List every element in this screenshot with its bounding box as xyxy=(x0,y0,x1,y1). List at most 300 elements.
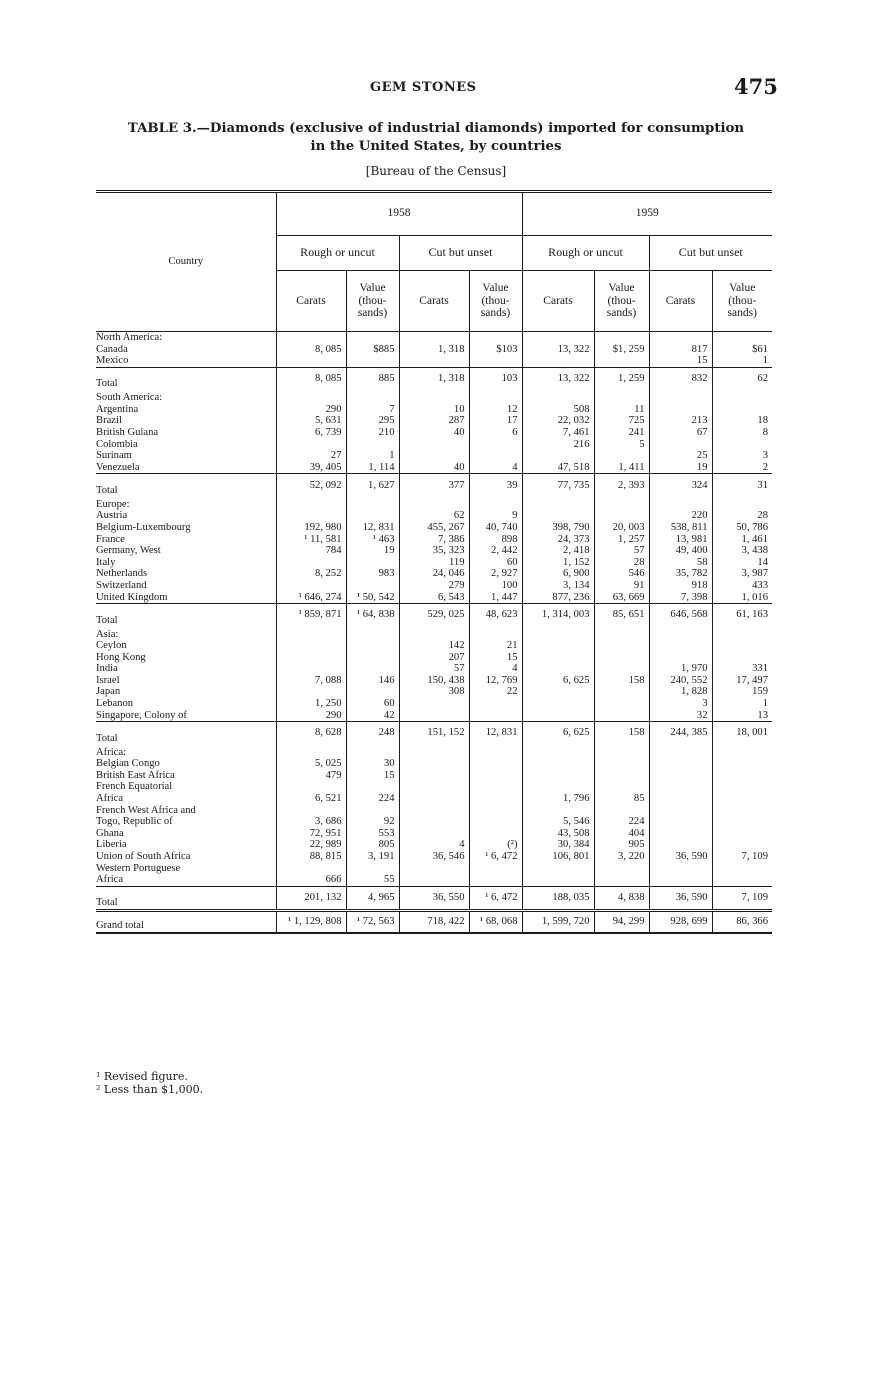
value-cell xyxy=(712,816,772,828)
value-cell: 404 xyxy=(594,828,649,840)
value-cell: 224 xyxy=(346,793,399,805)
value-cell xyxy=(594,744,649,758)
col-header-carats: Carats xyxy=(399,271,469,332)
carats-cell xyxy=(522,770,594,782)
carats-cell xyxy=(399,450,469,462)
carats-cell: 290 xyxy=(276,710,346,722)
country-label: Germany, West xyxy=(96,545,161,557)
value-cell: 241 xyxy=(594,427,649,439)
carats-cell xyxy=(399,710,469,722)
value-cell xyxy=(469,355,522,367)
value-cell xyxy=(594,496,649,510)
carats-cell: 5, 546 xyxy=(522,816,594,828)
value-cell xyxy=(712,404,772,416)
carats-cell xyxy=(649,652,712,664)
carats-cell xyxy=(276,332,346,344)
carats-cell: 62 xyxy=(399,510,469,522)
country-label: Total xyxy=(96,886,276,910)
table-row xyxy=(96,580,772,592)
value-cell: $885 xyxy=(346,344,399,356)
carats-cell xyxy=(649,390,712,404)
value-cell: 3 xyxy=(712,450,772,462)
carats-cell: 646, 568 xyxy=(649,604,712,627)
value-cell: 553 xyxy=(346,828,399,840)
carats-cell: 5, 631 xyxy=(276,415,346,427)
carats-cell: 287 xyxy=(399,415,469,427)
value-cell: 31 xyxy=(712,474,772,497)
value-cell xyxy=(469,758,522,770)
value-cell: 295 xyxy=(346,415,399,427)
table-row xyxy=(96,816,772,828)
value-cell xyxy=(594,698,649,710)
table-row xyxy=(96,545,772,557)
carats-cell: 3 xyxy=(649,698,712,710)
carats-cell: 32 xyxy=(649,710,712,722)
value-cell xyxy=(712,770,772,782)
carats-cell: 52, 092 xyxy=(276,474,346,497)
carats-cell: 8, 085 xyxy=(276,367,346,390)
value-cell: 210 xyxy=(346,427,399,439)
value-cell: 3, 220 xyxy=(594,851,649,863)
carats-cell: 13, 322 xyxy=(522,367,594,390)
value-cell: 8 xyxy=(712,427,772,439)
footnote-1: ¹ Revised figure. xyxy=(96,1070,188,1083)
value-cell xyxy=(712,805,772,817)
table-row xyxy=(96,568,772,580)
subheader-cut-1959: Cut but unset xyxy=(649,236,772,271)
value-cell: 17, 497 xyxy=(712,675,772,687)
value-cell xyxy=(346,686,399,698)
value-cell: 224 xyxy=(594,816,649,828)
value-cell: 1 xyxy=(712,355,772,367)
country-label: British Guiana xyxy=(96,426,159,438)
table-row xyxy=(96,404,772,416)
carats-cell: 142 xyxy=(399,640,469,652)
value-cell: 158 xyxy=(594,675,649,687)
value-cell xyxy=(594,626,649,640)
table-title-line-1: TABLE 3.—Diamonds (exclusive of industrial diamonds) imported for consumption xyxy=(127,121,745,136)
carats-cell: 24, 046 xyxy=(399,568,469,580)
value-cell: 50, 786 xyxy=(712,522,772,534)
value-cell xyxy=(469,626,522,640)
country-label: France xyxy=(96,533,125,545)
table-row xyxy=(96,851,772,863)
country-label: Liberia xyxy=(96,839,127,851)
carats-cell xyxy=(649,863,712,875)
source-note: [Bureau of the Census] xyxy=(365,164,507,178)
table-title-line-2: in the United States, by countries xyxy=(310,139,562,154)
carats-cell: 2, 418 xyxy=(522,545,594,557)
value-cell xyxy=(594,781,649,793)
country-label: British East Africa xyxy=(96,769,175,781)
table-row xyxy=(96,793,772,805)
value-cell: 18 xyxy=(712,415,772,427)
carats-cell: 49, 400 xyxy=(649,545,712,557)
country-label: Argentina xyxy=(96,403,139,415)
total-row xyxy=(96,604,772,627)
value-cell: 61, 163 xyxy=(712,604,772,627)
carats-cell xyxy=(276,557,346,569)
region-row xyxy=(96,332,772,344)
col-header-value: Value (thou- sands) xyxy=(712,271,772,332)
table-row xyxy=(96,781,772,793)
carats-cell: 3, 134 xyxy=(522,580,594,592)
carats-cell: 207 xyxy=(399,652,469,664)
carats-cell xyxy=(522,652,594,664)
value-cell: 60 xyxy=(469,557,522,569)
value-cell: 433 xyxy=(712,580,772,592)
value-cell: 4 xyxy=(469,663,522,675)
table-row xyxy=(96,522,772,534)
country-label: Belgium-Luxembourg xyxy=(96,521,191,533)
country-label: Belgian Congo xyxy=(96,758,160,770)
table-row xyxy=(96,439,772,451)
carats-cell xyxy=(276,496,346,510)
carats-cell: 43, 508 xyxy=(522,828,594,840)
table-row xyxy=(96,839,772,851)
region-label: Africa: xyxy=(96,746,126,758)
value-cell: 1, 257 xyxy=(594,534,649,546)
carats-cell: 47, 518 xyxy=(522,462,594,474)
carats-cell: 13, 981 xyxy=(649,534,712,546)
region-row xyxy=(96,626,772,640)
country-label: Total xyxy=(96,474,276,497)
table-row xyxy=(96,770,772,782)
carats-cell: 6, 739 xyxy=(276,427,346,439)
carats-cell: ¹ 1, 129, 808 xyxy=(276,910,346,933)
value-cell xyxy=(469,450,522,462)
carats-cell: 538, 811 xyxy=(649,522,712,534)
value-cell: 15 xyxy=(346,770,399,782)
country-label: Canada xyxy=(96,343,128,355)
carats-cell xyxy=(399,626,469,640)
value-cell: 57 xyxy=(594,545,649,557)
value-cell: 100 xyxy=(469,580,522,592)
table-row xyxy=(96,557,772,569)
value-cell: $103 xyxy=(469,344,522,356)
carats-cell xyxy=(649,805,712,817)
carats-cell xyxy=(399,874,469,886)
carats-cell: 22, 989 xyxy=(276,839,346,851)
value-cell xyxy=(346,652,399,664)
region-label: Asia: xyxy=(96,628,119,640)
carats-cell: 30, 384 xyxy=(522,839,594,851)
value-cell xyxy=(594,758,649,770)
value-cell: ¹ 50, 542 xyxy=(346,592,399,604)
value-cell: 18, 001 xyxy=(712,722,772,745)
country-label: Africa xyxy=(96,874,124,886)
country-label: Venezuela xyxy=(96,461,140,473)
value-cell: 2, 927 xyxy=(469,568,522,580)
carats-cell xyxy=(649,758,712,770)
value-cell xyxy=(346,663,399,675)
value-cell xyxy=(594,450,649,462)
carats-cell xyxy=(399,758,469,770)
value-cell xyxy=(712,390,772,404)
table-row xyxy=(96,663,772,675)
carats-cell xyxy=(522,863,594,875)
carats-cell xyxy=(649,816,712,828)
value-cell: 1, 627 xyxy=(346,474,399,497)
value-cell: 4, 965 xyxy=(346,886,399,910)
value-cell: ¹ 6, 472 xyxy=(469,886,522,910)
subheader-rough-1959: Rough or uncut xyxy=(522,236,649,271)
value-cell: 546 xyxy=(594,568,649,580)
value-cell: 14 xyxy=(712,557,772,569)
carats-cell: 1, 152 xyxy=(522,557,594,569)
carats-cell xyxy=(276,640,346,652)
value-cell xyxy=(346,744,399,758)
country-label: Union of South Africa xyxy=(96,851,191,862)
value-cell: 2, 393 xyxy=(594,474,649,497)
carats-cell: 10 xyxy=(399,404,469,416)
value-cell xyxy=(594,390,649,404)
value-cell xyxy=(594,652,649,664)
value-cell xyxy=(469,793,522,805)
value-cell xyxy=(469,828,522,840)
carats-cell xyxy=(399,805,469,817)
total-row xyxy=(96,722,772,745)
carats-cell: 150, 438 xyxy=(399,675,469,687)
carats-cell xyxy=(522,640,594,652)
value-cell xyxy=(346,439,399,451)
region-label: Europe: xyxy=(96,498,130,510)
value-cell: 1, 461 xyxy=(712,534,772,546)
value-cell: 805 xyxy=(346,839,399,851)
value-cell xyxy=(712,781,772,793)
carats-cell: 22, 032 xyxy=(522,415,594,427)
country-label: Mexico xyxy=(96,355,129,367)
value-cell xyxy=(712,640,772,652)
value-cell: 86, 366 xyxy=(712,910,772,933)
value-cell: 159 xyxy=(712,686,772,698)
carats-cell xyxy=(522,496,594,510)
carats-cell xyxy=(399,828,469,840)
carats-cell: 8, 085 xyxy=(276,344,346,356)
table-row xyxy=(96,686,772,698)
value-cell: 91 xyxy=(594,580,649,592)
carats-cell: 57 xyxy=(399,663,469,675)
value-cell xyxy=(594,510,649,522)
value-cell: 7, 109 xyxy=(712,851,772,863)
value-cell xyxy=(346,332,399,344)
carats-cell: 192, 980 xyxy=(276,522,346,534)
value-cell: 1 xyxy=(346,450,399,462)
carats-cell: ¹ 859, 871 xyxy=(276,604,346,627)
carats-cell xyxy=(522,510,594,522)
value-cell xyxy=(469,816,522,828)
grand-total-row xyxy=(96,910,772,933)
value-cell: ¹ 72, 563 xyxy=(346,910,399,933)
carats-cell: 1, 318 xyxy=(399,367,469,390)
value-cell xyxy=(712,626,772,640)
value-cell: 4, 838 xyxy=(594,886,649,910)
value-cell: 60 xyxy=(346,698,399,710)
country-column-header: Country xyxy=(96,192,276,332)
value-cell xyxy=(594,805,649,817)
country-label: Israel xyxy=(96,674,120,686)
carats-cell xyxy=(649,332,712,344)
value-cell: 1, 114 xyxy=(346,462,399,474)
carats-cell: 36, 590 xyxy=(649,886,712,910)
carats-cell: 67 xyxy=(649,427,712,439)
table-row xyxy=(96,344,772,356)
value-cell xyxy=(594,770,649,782)
country-label: Surinam xyxy=(96,450,132,462)
carats-cell xyxy=(276,390,346,404)
value-cell: 12 xyxy=(469,404,522,416)
value-cell xyxy=(469,439,522,451)
carats-cell: 25 xyxy=(649,450,712,462)
value-cell: 983 xyxy=(346,568,399,580)
value-cell: 3, 438 xyxy=(712,545,772,557)
value-cell xyxy=(594,710,649,722)
table-row xyxy=(96,462,772,474)
carats-cell: 918 xyxy=(649,580,712,592)
carats-cell xyxy=(522,698,594,710)
carats-cell: 36, 590 xyxy=(649,851,712,863)
country-label: Singapore, Colony of xyxy=(96,709,187,721)
value-cell: ¹ 64, 838 xyxy=(346,604,399,627)
carats-cell: 479 xyxy=(276,770,346,782)
value-cell: 94, 299 xyxy=(594,910,649,933)
value-cell: 30 xyxy=(346,758,399,770)
table-row xyxy=(96,710,772,722)
value-cell xyxy=(712,839,772,851)
country-label: Ghana xyxy=(96,827,124,839)
value-cell: 248 xyxy=(346,722,399,745)
carats-cell: 13, 322 xyxy=(522,344,594,356)
country-label: Brazil xyxy=(96,415,122,427)
carats-cell xyxy=(276,744,346,758)
country-label: French West Africa and xyxy=(96,804,196,816)
carats-cell: 216 xyxy=(522,439,594,451)
carats-cell: 244, 385 xyxy=(649,722,712,745)
value-cell: 158 xyxy=(594,722,649,745)
carats-cell: 240, 552 xyxy=(649,675,712,687)
value-cell xyxy=(346,355,399,367)
value-cell xyxy=(594,663,649,675)
value-cell xyxy=(469,863,522,875)
value-cell xyxy=(712,496,772,510)
carats-cell xyxy=(276,439,346,451)
carats-cell: 58 xyxy=(649,557,712,569)
carats-cell xyxy=(522,710,594,722)
table-row xyxy=(96,874,772,886)
value-cell: $1, 259 xyxy=(594,344,649,356)
value-cell xyxy=(469,781,522,793)
value-cell: 905 xyxy=(594,839,649,851)
value-cell: 40, 740 xyxy=(469,522,522,534)
carats-cell: 35, 782 xyxy=(649,568,712,580)
carats-cell xyxy=(649,839,712,851)
carats-cell: 455, 267 xyxy=(399,522,469,534)
value-cell xyxy=(469,332,522,344)
carats-cell: 27 xyxy=(276,450,346,462)
value-cell: 1, 259 xyxy=(594,367,649,390)
carats-cell: 1, 828 xyxy=(649,686,712,698)
carats-cell: 1, 970 xyxy=(649,663,712,675)
carats-cell xyxy=(522,390,594,404)
value-cell: 55 xyxy=(346,874,399,886)
running-title: GEM STONES xyxy=(370,80,477,95)
carats-cell: 15 xyxy=(649,355,712,367)
value-cell: 20, 003 xyxy=(594,522,649,534)
carats-cell xyxy=(649,626,712,640)
carats-cell: 213 xyxy=(649,415,712,427)
value-cell xyxy=(469,805,522,817)
carats-cell xyxy=(276,355,346,367)
value-cell: 85 xyxy=(594,793,649,805)
value-cell xyxy=(594,863,649,875)
footnotes xyxy=(96,1070,496,1096)
value-cell: 9 xyxy=(469,510,522,522)
carats-cell: 1, 318 xyxy=(399,344,469,356)
value-cell: ¹ 463 xyxy=(346,534,399,546)
carats-cell xyxy=(522,663,594,675)
carats-cell: 201, 132 xyxy=(276,886,346,910)
value-cell: 12, 769 xyxy=(469,675,522,687)
value-cell xyxy=(346,781,399,793)
table-row xyxy=(96,652,772,664)
total-row xyxy=(96,474,772,497)
carats-cell xyxy=(522,355,594,367)
table-row xyxy=(96,863,772,875)
table-row xyxy=(96,415,772,427)
carats-cell: 4 xyxy=(399,839,469,851)
value-cell: 7 xyxy=(346,404,399,416)
country-label: Africa xyxy=(96,793,124,805)
country-label: Grand total xyxy=(96,910,276,933)
table-row xyxy=(96,828,772,840)
value-cell: 2 xyxy=(712,462,772,474)
carats-cell: 151, 152 xyxy=(399,722,469,745)
table-row xyxy=(96,640,772,652)
value-cell xyxy=(346,640,399,652)
value-cell: ¹ 68, 068 xyxy=(469,910,522,933)
value-cell: 12, 831 xyxy=(346,522,399,534)
country-label: Total xyxy=(96,604,276,627)
subheader-cut-1958: Cut but unset xyxy=(399,236,522,271)
carats-cell xyxy=(649,781,712,793)
carats-cell: 7, 088 xyxy=(276,675,346,687)
page-number: 475 xyxy=(734,74,778,99)
carats-cell: 308 xyxy=(399,686,469,698)
carats-cell: 40 xyxy=(399,427,469,439)
carats-cell: 5, 025 xyxy=(276,758,346,770)
total-row xyxy=(96,886,772,910)
value-cell: 5 xyxy=(594,439,649,451)
carats-cell xyxy=(276,652,346,664)
carats-cell: 279 xyxy=(399,580,469,592)
carats-cell: 36, 546 xyxy=(399,851,469,863)
region-row xyxy=(96,744,772,758)
value-cell xyxy=(712,758,772,770)
value-cell: 1, 447 xyxy=(469,592,522,604)
carats-cell: ¹ 646, 274 xyxy=(276,592,346,604)
carats-cell xyxy=(522,450,594,462)
value-cell: 22 xyxy=(469,686,522,698)
table-row xyxy=(96,534,772,546)
value-cell xyxy=(469,496,522,510)
carats-cell xyxy=(649,404,712,416)
carats-cell: 6, 625 xyxy=(522,722,594,745)
value-cell: 7, 109 xyxy=(712,886,772,910)
value-cell xyxy=(346,805,399,817)
value-cell: 4 xyxy=(469,462,522,474)
carats-cell: 88, 815 xyxy=(276,851,346,863)
value-cell xyxy=(594,332,649,344)
